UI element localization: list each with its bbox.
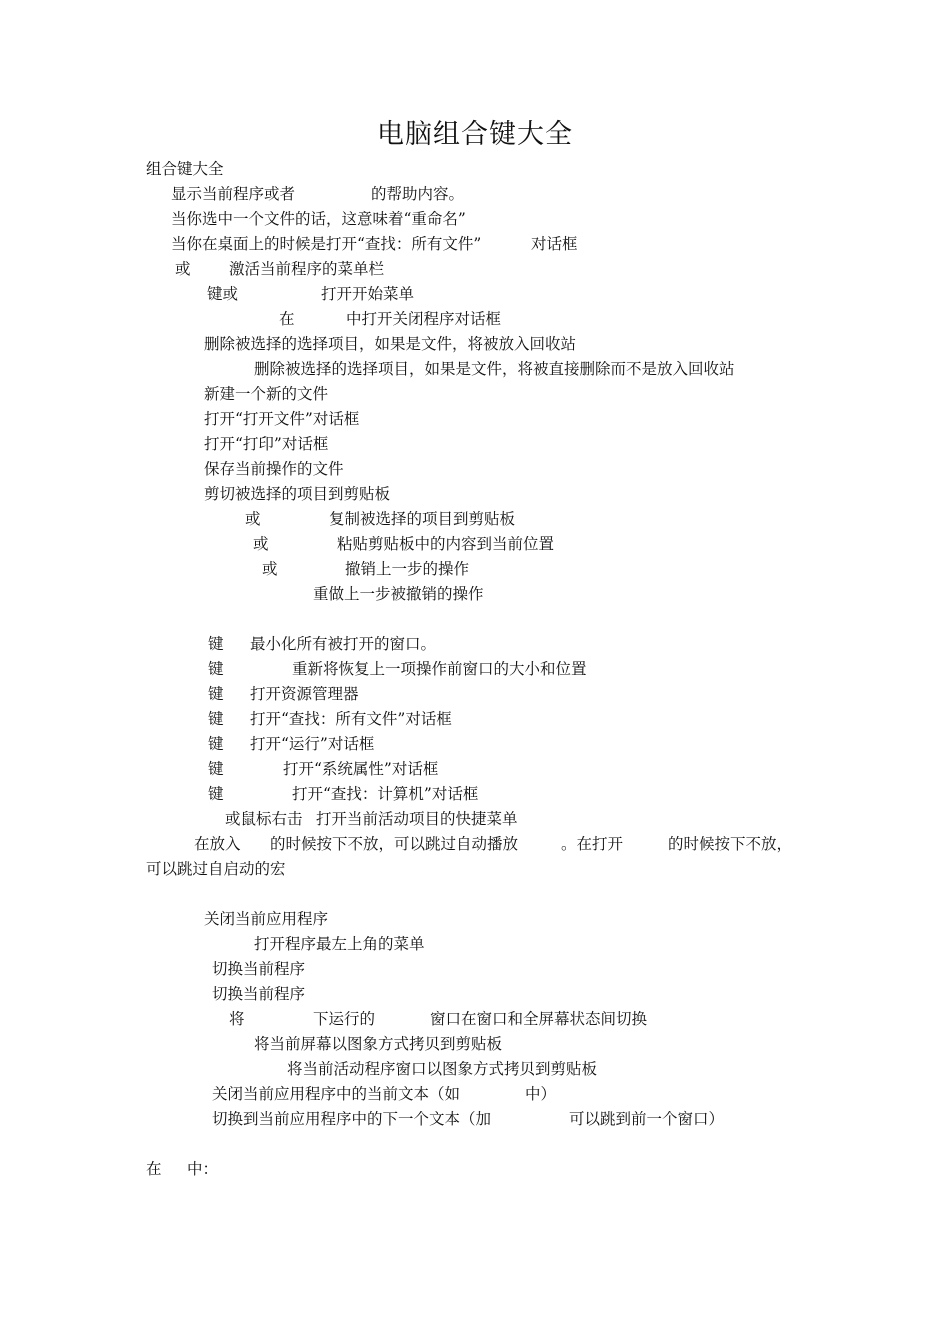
text-segment: 的帮助内容。	[371, 185, 465, 203]
text-line	[0, 683, 950, 705]
text-segment: 最小化所有被打开的窗口。	[250, 635, 437, 653]
text-segment: 打开资源管理器	[250, 685, 359, 703]
text-segment: 或	[253, 535, 269, 553]
text-segment: 键	[208, 685, 224, 703]
text-segment: 键	[208, 710, 224, 728]
text-segment: 显示当前程序或者	[171, 185, 296, 203]
text-line	[0, 733, 950, 755]
text-segment: 或	[175, 260, 191, 278]
text-line	[0, 658, 950, 680]
text-line	[0, 1158, 950, 1180]
text-segment: 的时候按下不放，可以跳过自动播放	[270, 835, 519, 853]
text-line	[0, 833, 950, 855]
text-line	[0, 358, 950, 380]
text-segment: 当你在桌面上的时候是打开“查找：所有文件”	[171, 235, 482, 253]
text-line	[0, 983, 950, 1005]
text-segment: 中打开关闭程序对话框	[346, 310, 502, 328]
text-line	[0, 483, 950, 505]
text-segment: 将	[229, 1010, 245, 1028]
text-line	[0, 758, 950, 780]
text-line	[0, 533, 950, 555]
text-line	[0, 783, 950, 805]
text-segment: 或鼠标右击	[225, 810, 303, 828]
text-segment: 撤销上一步的操作	[345, 560, 470, 578]
text-line	[0, 1083, 950, 1105]
text-segment: 键	[208, 785, 224, 803]
text-segment: 打开程序最左上角的菜单	[254, 935, 425, 953]
text-segment: 切换到当前应用程序中的下一个文本（加	[212, 1110, 492, 1128]
text-segment: 保存当前操作的文件	[204, 460, 344, 478]
text-segment: 在	[279, 310, 295, 328]
text-line	[0, 1008, 950, 1030]
text-segment: 键	[208, 735, 224, 753]
text-segment: 将当前活动程序窗口以图象方式拷贝到剪贴板	[287, 1060, 598, 1078]
text-line	[0, 208, 950, 230]
text-segment: 下运行的	[313, 1010, 376, 1028]
text-line	[0, 308, 950, 330]
text-line	[0, 258, 950, 280]
text-segment: 或	[262, 560, 278, 578]
text-segment: 键	[208, 660, 224, 678]
text-line	[0, 283, 950, 305]
text-segment: 打开“运行”对话框	[250, 735, 375, 753]
text-line	[0, 433, 950, 455]
text-segment: 打开“查找：计算机”对话框	[292, 785, 479, 803]
text-segment: 的时候按下不放，	[668, 835, 793, 853]
document-title: 电脑组合键大全	[377, 119, 573, 150]
text-segment: 在	[146, 1160, 162, 1178]
text-segment: 中：	[187, 1160, 219, 1178]
text-line	[0, 858, 950, 880]
text-segment: 。在打开	[561, 835, 624, 853]
text-segment: 删除被选择的选择项目，如果是文件，将被直接删除而不是放入回收站	[254, 360, 735, 378]
text-segment: 打开“打印”对话框	[204, 435, 329, 453]
text-segment: 激活当前程序的菜单栏	[229, 260, 385, 278]
text-segment: 重做上一步被撤销的操作	[313, 585, 484, 603]
text-segment: 关闭当前应用程序	[204, 910, 329, 928]
text-line	[0, 508, 950, 530]
text-line	[0, 458, 950, 480]
text-segment: 当你选中一个文件的话，这意味着“重命名”	[171, 210, 466, 228]
text-segment: 删除被选择的选择项目，如果是文件，将被放入回收站	[204, 335, 577, 353]
text-segment: 中）	[525, 1085, 557, 1103]
text-segment: 键或	[207, 285, 239, 303]
text-segment: 可以跳到前一个窗口）	[569, 1110, 725, 1128]
text-segment: 将当前屏幕以图象方式拷贝到剪贴板	[254, 1035, 503, 1053]
text-segment: 切换当前程序	[212, 985, 306, 1003]
text-segment: 粘贴剪贴板中的内容到当前位置	[337, 535, 555, 553]
text-segment: 或	[245, 510, 261, 528]
text-line	[0, 633, 950, 655]
text-line	[0, 158, 950, 180]
text-line	[0, 808, 950, 830]
text-line	[0, 708, 950, 730]
text-segment: 组合键大全	[146, 160, 224, 178]
text-line	[0, 233, 950, 255]
text-line	[0, 933, 950, 955]
text-line	[0, 558, 950, 580]
text-line	[0, 333, 950, 355]
text-line	[0, 908, 950, 930]
text-segment: 在放入	[194, 835, 241, 853]
text-segment: 对话框	[531, 235, 578, 253]
text-segment: 窗口在窗口和全屏幕状态间切换	[430, 1010, 648, 1028]
text-line	[0, 583, 950, 605]
text-segment: 切换当前程序	[212, 960, 306, 978]
text-line	[0, 183, 950, 205]
text-line	[0, 408, 950, 430]
text-line	[0, 383, 950, 405]
text-segment: 关闭当前应用程序中的当前文本（如	[212, 1085, 461, 1103]
text-line	[0, 1033, 950, 1055]
text-segment: 打开“打开文件”对话框	[204, 410, 360, 428]
text-segment: 新建一个新的文件	[204, 385, 329, 403]
text-segment: 打开“查找：所有文件”对话框	[250, 710, 452, 728]
text-line	[0, 1108, 950, 1130]
text-segment: 可以跳过自启动的宏	[146, 860, 286, 878]
text-segment: 复制被选择的项目到剪贴板	[329, 510, 516, 528]
text-segment: 键	[208, 760, 224, 778]
text-line	[0, 958, 950, 980]
text-line	[0, 1058, 950, 1080]
text-segment: 剪切被选择的项目到剪贴板	[204, 485, 391, 503]
text-segment: 键	[208, 635, 224, 653]
text-segment: 打开当前活动项目的快捷菜单	[316, 810, 518, 828]
text-segment: 打开开始菜单	[321, 285, 415, 303]
text-segment: 打开“系统属性”对话框	[283, 760, 439, 778]
text-segment: 重新将恢复上一项操作前窗口的大小和位置	[292, 660, 587, 678]
